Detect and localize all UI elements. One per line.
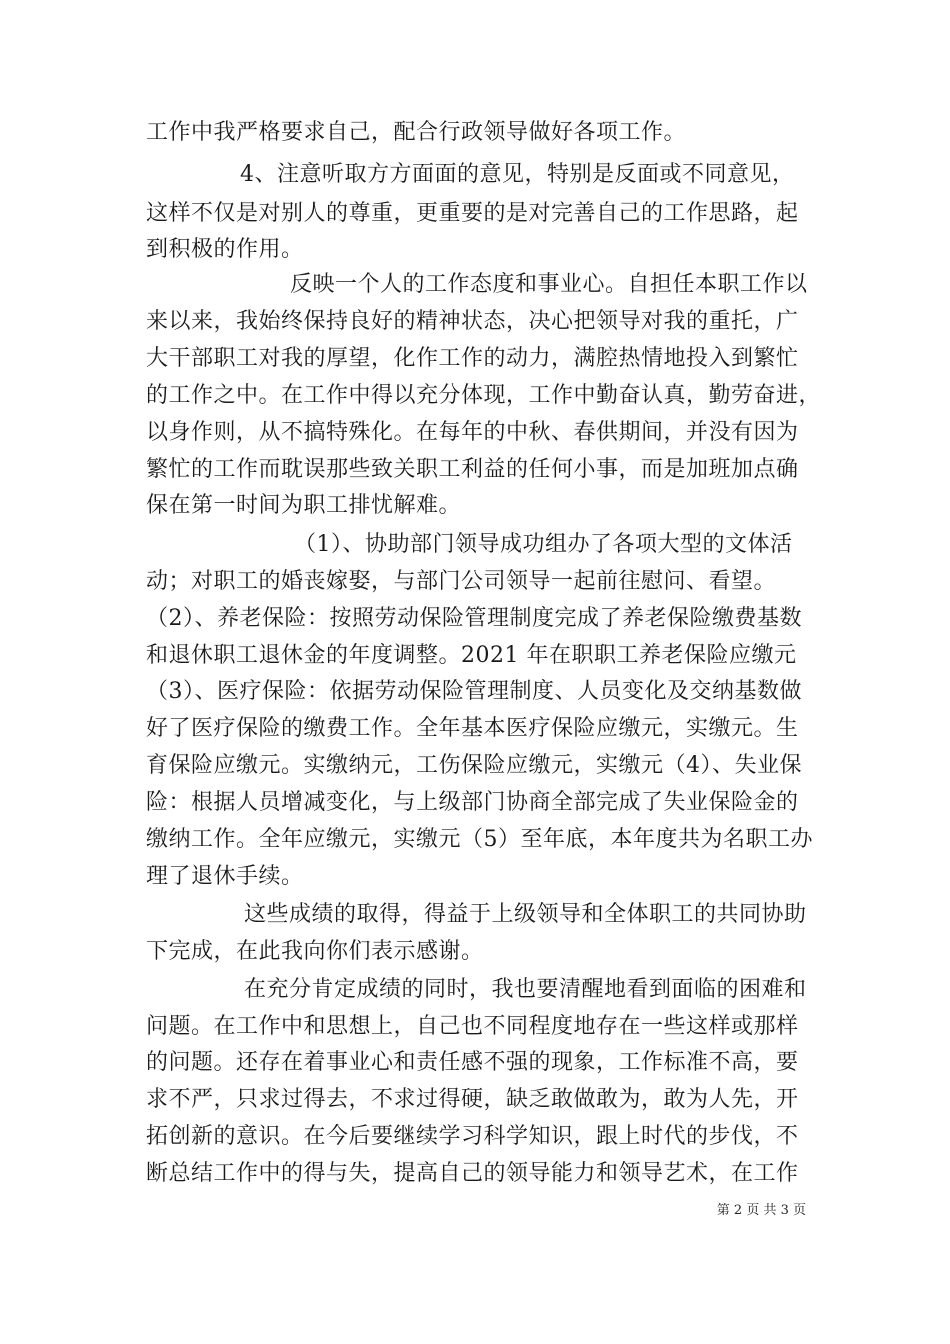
text-line: 断总结工作中的得与失，提高自己的领导能力和领导艺术，在工作: [146, 1161, 799, 1186]
text-line: 险：根据人员增减变化，与上级部门协商全部完成了失业保险金的: [146, 790, 799, 815]
text-line: 繁忙的工作而耽误那些致关职工利益的任何小事，而是加班加点确: [146, 457, 799, 482]
text-line: 反映一个人的工作态度和事业心。自担任本职工作以: [290, 272, 808, 297]
text-line: 问题。在工作中和思想上，自己也不同程度地存在一些这样或那样: [146, 1014, 799, 1039]
text-line: 在充分肯定成绩的同时，我也要清醒地看到面临的困难和: [244, 977, 807, 1002]
text-line: 4、注意听取方方面面的意见，特别是反面或不同意见，: [240, 162, 795, 187]
text-line: 缴纳工作。全年应缴元，实缴元（5）至年底，本年度共为名职工办: [146, 827, 813, 852]
text-line: （2）、养老保险：按照劳动保险管理制度完成了养老保险缴费基数: [146, 606, 802, 631]
text-line: 工作中我严格要求自己，配合行政领导做好各项工作。: [146, 120, 687, 145]
text-line: 拓创新的意识。在今后要继续学习科学知识，跟上时代的步伐，不: [146, 1124, 799, 1149]
text-line: 求不严，只求过得去，不求过得硬，缺乏敢做敢为，敢为人先，开: [146, 1087, 799, 1112]
text-line: 这些成绩的取得，得益于上级领导和全体职工的共同协助: [244, 902, 807, 927]
text-line: 以身作则，从不搞特殊化。在每年的中秋、春供期间，并没有因为: [146, 420, 799, 445]
text-line: 的问题。还存在着事业心和责任感不强的现象，工作标准不高，要: [146, 1050, 799, 1075]
text-line: 大干部职工对我的厚望，化作工作的动力，满腔热情地投入到繁忙: [146, 346, 799, 371]
text-line: 的工作之中。在工作中得以充分体现，工作中勤奋认真，勤劳奋进，: [146, 383, 822, 408]
text-line: 保在第一时间为职工排忧解难。: [146, 493, 462, 518]
text-line: 动；对职工的婚丧嫁娶，与部门公司领导一起前往慰问、看望。: [146, 569, 777, 594]
text-line: 育保险应缴元。实缴纳元，工伤保险应缴元，实缴元（4）、失业保: [146, 753, 802, 778]
text-line: 和退休职工退休金的年度调整。2021 年在职职工养老保险应缴元: [146, 643, 797, 668]
text-line: 好了医疗保险的缴费工作。全年基本医疗保险应缴元，实缴元。生: [146, 716, 799, 741]
text-line: 到积极的作用。: [146, 237, 304, 262]
text-line: （3）、医疗保险：依据劳动保险管理制度、人员变化及交纳基数做: [146, 679, 802, 704]
text-line: 下完成，在此我向你们表示感谢。: [146, 939, 484, 964]
text-line: 理了退休手续。: [146, 864, 304, 889]
text-line: （1）、协助部门领导成功组办了各项大型的文体活: [294, 532, 793, 557]
text-line: 这样不仅是对别人的尊重，更重要的是对完善自己的工作思路，起: [146, 201, 799, 226]
page-number-footer: 第 2 页 共 3 页: [716, 1203, 806, 1218]
text-line: 来以来，我始终保持良好的精神状态，决心把领导对我的重托，广: [146, 309, 799, 334]
